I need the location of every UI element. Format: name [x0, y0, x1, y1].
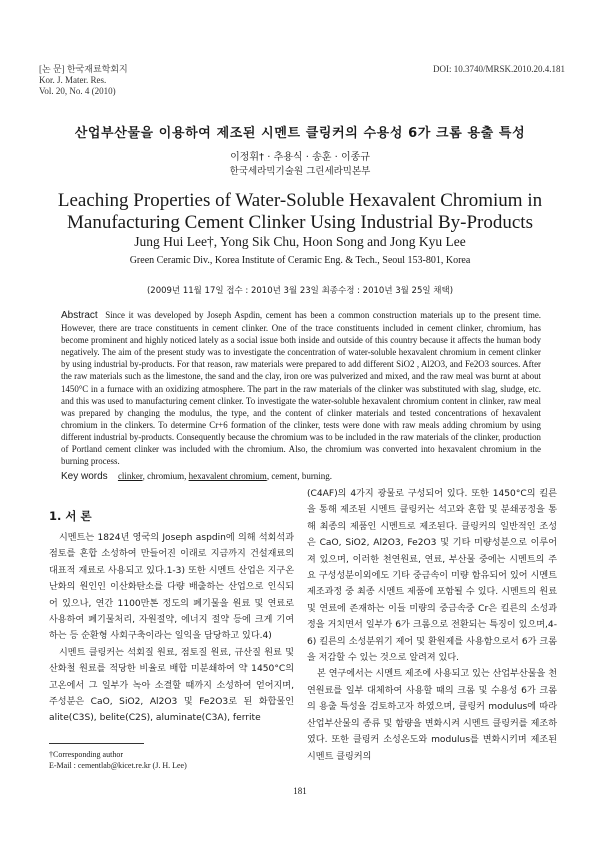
right-column	[307, 486, 557, 765]
title-english: Leaching Properties of Water-Soluble Hexavalent Chromium in Manufacturing Cement Clinker Using Industrial By-Products	[57, 190, 543, 233]
keyword: clinker	[117, 471, 143, 481]
abstract	[61, 309, 541, 467]
keywords: Key words clinker, chromium, hexavalent chromium, cement, burning.	[61, 471, 333, 482]
left-column	[49, 530, 294, 727]
body-paragraph: (C4AF)의 4가지 광물로 구성되어 있다. 또한 1450°C의 킬른을 통해 제조된 시멘트 클링커는 석고와 혼합 및 분쇄공정을 통해 최종의 제품인 시멘트로 제조된다. 클링커의 일반적인 조성은 CaO, SiO2, Al2O3, Fe2O3 및 기타 미량성분으로 이루어져 있으며, 이러한 천연원료, 연료, 부산물 중에는 시멘트의 주요 구성성분이외에도 기타 중금속이 미량 함유되어 있어 시멘트 제조과정 중 최종 시멘트 제품에 포함될 수 있다. 시멘트의 원료 및 연료에 존재하는 이들 미량의 중금속중 Cr은 킬른의 소성과정을 거치면서 일부가 6가 크롬으로 전환되는 특징이 있으며,4-6) 킬른의 소성분위기 제어 및 환원제를 사용함으로서 6가 크롬을 저감할 수 있는 것으로 알려져 있다.	[307, 489, 557, 664]
authors-english: Jung Hui Lee†, Yong Sik Chu, Hoon Song and Jong Kyu Lee	[134, 234, 466, 249]
body-paragraph: 시멘트는 1824년 영국의 Joseph aspdin에 의해 석회석과 점토를 혼합 소성하여 만들어진 이래로 지금까지 건설재료의 대표적 재료로 사용되고 있다.1-3) 또한 시멘트 산업은 지구온난화의 원인인 이산화탄소를 다량 배출하는 산업으로 인식되어 있으나, 연간 1100만톤 정도의 폐기물을 원료 및 연료로 사용하여 폐기물처리, 자원절약, 에너지 절약 등에 크게 기여하는 등 순환형 사회구축이라는 일익을 담당하고 있다.4)	[49, 533, 294, 642]
footnote-rule	[49, 743, 144, 744]
keyword: hexavalent chromium	[188, 471, 267, 481]
journal-volume: Vol. 20, No. 4 (2010)	[39, 86, 116, 96]
submission-dates: (2009년 11월 17일 접수 : 2010년 3월 23일 최종수정 : 2010년 3월 25일 채택)	[146, 286, 454, 296]
page-number: 181	[293, 786, 307, 796]
body-paragraph: 시멘트 클링커는 석회질 원료, 점토질 원료, 규산질 원료 및 산화철 원료를 적당한 비율로 배합 미분쇄하여 약 1450°C의 고온에서 그 일부가 녹아 소결할 때까지 소성하여 얻어지며, 주성분은 CaO, SiO2, Al2O3 및 Fe2O3로 된 화합물인 alite(C3S), belite(C2S), aluminate(C3A), ferrite	[49, 647, 294, 724]
footnote	[49, 749, 187, 771]
authors-korean: 이정휘† · 추용식 · 송훈 · 이종규	[230, 152, 370, 163]
affiliation-english: Green Ceramic Div., Korea Institute of Ceramic Eng. & Tech., Seoul 153-801, Korea	[129, 255, 471, 266]
keywords-label: Key words	[61, 471, 108, 482]
body-paragraph: 본 연구에서는 시멘트 제조에 사용되고 있는 산업부산물을 천연원료를 일부 대체하여 사용할 때의 크롬 및 수용성 6가 크롬의 용출 특성을 검토하고자 하였으며, 클링커 modulus에 따라 산업부산물의 종류 및 함량을 변화시켜 시멘트 클링커를 제조하였다. 또한 클링커 소성온도와 modulus를 변화시키며 제조된 시멘트 클링커의	[307, 669, 557, 762]
corresponding-email: E-Mail : cementlab@kicet.re.kr (J. H. Lee)	[49, 761, 187, 770]
keyword: chromium	[147, 471, 185, 481]
abstract-text: Since it was developed by Joseph Aspdin, cement has been a common construction materials up to the present time. However, there are trace constituents in cement clinker. One of the trace constituents included in cement clinker, chromium, has become prominent and highly noticed lately as a social issue both inside and outside of this country because it affects the human body negatively. The aim of the present study was to investigate the concentration of water-soluble hexavalent chromium in cement clinker by using industrial by-products. For that reason, raw materials were prepared to add different SiO2 , Al2O3, and Fe2O3 sources. After the raw materials such as the limestone, the sand and the clay, iron ore was pulverized and mixed, and the raw meal was burnt at about 1450°C in a furnace with an oxidizing atmosphere. The part in the raw materials of the clinker was substituted with slag, sludge, etc. and this was used to manufacturing cement clinker. To investigate the water-soluble hexavalent chromium content in clinker, raw meal was prepared by changing the modulus, the type, and the content of clinker materials and tested concentrations of hexavalent chromium in the clinkers. To determine Cr+6 formation of the clinker, tests were done with raw meals adding chromium by using different industrial by-products. Consequently because the chromium was to be included in the raw materials of the clinker, production of Portland cement clinker was included with the chromium. Also, the chromium was converted into hexavalent chromium in the burning process.	[61, 310, 542, 467]
journal-header	[39, 64, 128, 97]
section-heading-introduction: 1. 서 론	[49, 509, 92, 523]
journal-name-en: Kor. J. Mater. Res.	[39, 75, 107, 85]
journal-name-ko: [논 문] 한국재료학회지	[39, 64, 128, 74]
corresponding-author-note: †Corresponding author	[49, 750, 123, 759]
keyword: burning.	[301, 471, 333, 481]
title-korean: 산업부산물을 이용하여 제조된 시멘트 클링커의 수용성 6가 크롬 용출 특성	[74, 126, 526, 141]
abstract-label: Abstract	[61, 310, 98, 321]
doi[interactable]: DOI: 10.3740/MRSK.2010.20.4.181	[432, 64, 565, 74]
affiliation-korean: 한국세라믹기술원 그린세라믹본부	[229, 166, 371, 177]
keyword: cement	[271, 471, 298, 481]
